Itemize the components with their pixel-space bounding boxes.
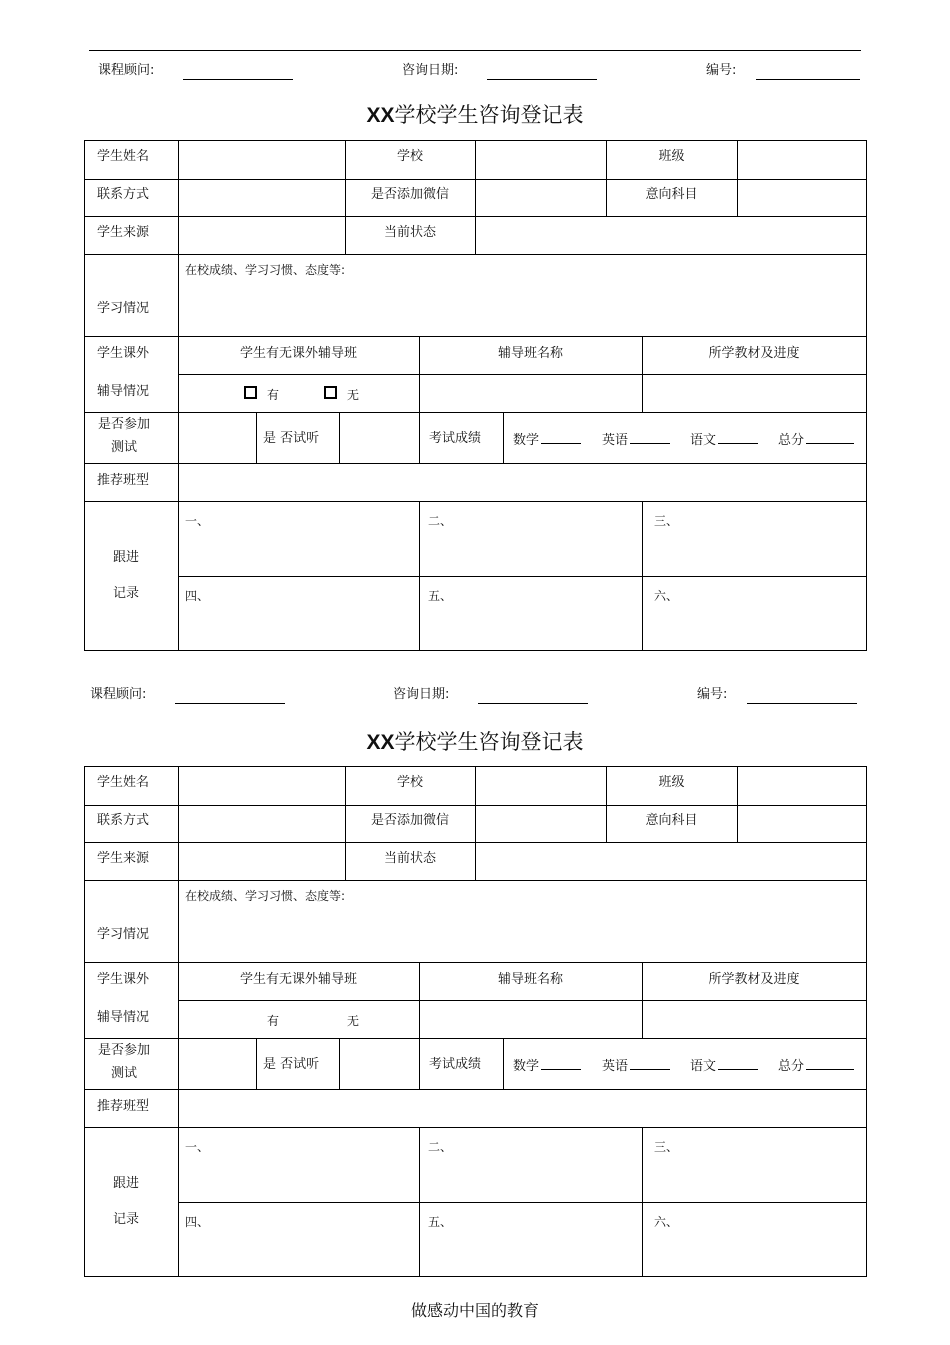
number-label: 编号: (697, 687, 728, 702)
number-blank[interactable] (756, 79, 860, 80)
title-main: 学校学生咨询登记表 (394, 103, 584, 127)
top-rule (89, 50, 861, 51)
total-score: 总分 (778, 1057, 854, 1075)
title-prefix: XX (366, 104, 395, 127)
advisor-blank[interactable] (183, 79, 293, 80)
test-label-1: 是否参加 (97, 417, 150, 432)
tutor-label-2: 辅导情况 (97, 384, 150, 399)
subject-label: 意向科目 (645, 187, 698, 202)
date-blank[interactable] (478, 703, 588, 704)
yes-option-label: 有 (267, 388, 280, 402)
math-score: 数学 (513, 431, 581, 449)
math-score: 数学 (513, 1057, 581, 1075)
form-header-2 (0, 685, 950, 705)
student-name-label: 学生姓名 (97, 149, 150, 164)
date-label: 咨询日期: (402, 63, 459, 78)
test-label-1: 是否参加 (97, 1043, 150, 1058)
title-prefix: XX (366, 731, 395, 754)
tutor-has-label: 学生有无课外辅导班 (239, 972, 357, 987)
school-label: 学校 (396, 149, 423, 164)
wechat-label: 是否添加微信 (370, 813, 449, 828)
chinese-score: 语文 (690, 1057, 758, 1075)
tutor-name-label: 辅导班名称 (497, 346, 563, 361)
tutor-label-1: 学生课外 (97, 346, 150, 361)
tutor-material-label: 所学教材及进度 (708, 346, 800, 361)
no-checkbox[interactable] (324, 386, 337, 399)
form-title-1 (0, 101, 950, 130)
source-label: 学生来源 (97, 851, 150, 866)
source-label: 学生来源 (97, 225, 150, 240)
follow-label-1: 跟进 (112, 550, 139, 565)
yes-option-label[interactable]: 有 (267, 1014, 280, 1028)
no-option-label: 无 (347, 388, 360, 402)
record-2: 二、 (428, 514, 453, 528)
advisor-label: 课程顾问: (98, 63, 155, 78)
record-4: 四、 (185, 589, 210, 603)
chinese-score: 语文 (690, 431, 758, 449)
class-label: 班级 (658, 775, 685, 790)
title-main: 学校学生咨询登记表 (394, 730, 584, 754)
wechat-label: 是否添加微信 (370, 187, 449, 202)
date-blank[interactable] (487, 79, 597, 80)
total-score: 总分 (778, 431, 854, 449)
class-label: 班级 (658, 149, 685, 164)
record-3: 三、 (654, 1140, 679, 1154)
advisor-blank[interactable] (175, 703, 285, 704)
subject-label: 意向科目 (645, 813, 698, 828)
tutor-name-label: 辅导班名称 (497, 972, 563, 987)
follow-label-1: 跟进 (112, 1176, 139, 1191)
school-label: 学校 (396, 775, 423, 790)
yes-checkbox[interactable] (244, 386, 257, 399)
record-6: 六、 (654, 1215, 679, 1229)
tutor-material-label: 所学教材及进度 (708, 972, 800, 987)
contact-label: 联系方式 (97, 813, 150, 828)
status-label: 当前状态 (383, 225, 436, 240)
study-label: 学习情况 (97, 301, 150, 316)
follow-label-2: 记录 (112, 1212, 139, 1227)
footer-slogan: 做感动中国的教育 (410, 1301, 539, 1320)
record-3: 三、 (654, 514, 679, 528)
test-label-2: 测试 (110, 1066, 137, 1081)
english-score: 英语 (602, 431, 670, 449)
tutor-label-2: 辅导情况 (97, 1010, 150, 1025)
exam-label: 考试成绩 (429, 431, 482, 446)
trial-label: 是 否试听 (263, 1057, 320, 1072)
record-5: 五、 (428, 589, 453, 603)
english-score: 英语 (602, 1057, 670, 1075)
record-5: 五、 (428, 1215, 453, 1229)
record-6: 六、 (654, 589, 679, 603)
contact-label: 联系方式 (97, 187, 150, 202)
no-option-label[interactable]: 无 (347, 1014, 360, 1028)
trial-label: 是 否试听 (263, 431, 320, 446)
exam-label: 考试成绩 (429, 1057, 482, 1072)
recommend-label: 推荐班型 (97, 473, 150, 488)
record-1: 一、 (185, 1140, 210, 1154)
registration-form-2 (84, 766, 867, 1277)
number-label: 编号: (706, 63, 737, 78)
study-label: 学习情况 (97, 927, 150, 942)
recommend-label: 推荐班型 (97, 1099, 150, 1114)
record-1: 一、 (185, 514, 210, 528)
status-label: 当前状态 (383, 851, 436, 866)
study-hint: 在校成绩、学习习惯、态度等: (185, 889, 346, 903)
follow-label-2: 记录 (112, 586, 139, 601)
date-label: 咨询日期: (393, 687, 450, 702)
form-header-1 (0, 61, 950, 81)
number-blank[interactable] (747, 703, 857, 704)
tutor-label-1: 学生课外 (97, 972, 150, 987)
study-hint: 在校成绩、学习习惯、态度等: (185, 263, 346, 277)
student-name-label: 学生姓名 (97, 775, 150, 790)
form-title-2 (0, 728, 950, 757)
record-4: 四、 (185, 1215, 210, 1229)
registration-form-1 (84, 140, 867, 651)
record-2: 二、 (428, 1140, 453, 1154)
tutor-has-label: 学生有无课外辅导班 (239, 346, 357, 361)
advisor-label: 课程顾问: (90, 687, 147, 702)
test-label-2: 测试 (110, 440, 137, 455)
